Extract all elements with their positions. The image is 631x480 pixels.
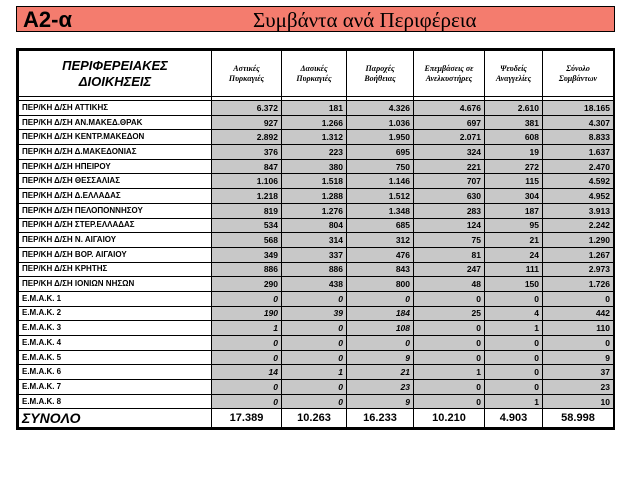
cell-value: 21	[485, 233, 543, 248]
incidents-table	[16, 48, 615, 430]
total-value: 17.389	[212, 409, 282, 428]
cell-value: 886	[282, 262, 347, 277]
region-name: ΠΕΡ/ΚΗ Δ/ΣΗ ΑΤΤΙΚΗΣ	[19, 101, 212, 116]
cell-value: 695	[347, 145, 414, 160]
region-name: ΠΕΡ/ΚΗ Δ/ΣΗ ΠΕΛΟΠΟΝΝΗΣΟΥ	[19, 203, 212, 218]
cell-value: 4.952	[543, 189, 614, 204]
table-row	[19, 350, 614, 365]
cell-value: 0	[282, 321, 347, 336]
table-row	[19, 291, 614, 306]
cell-value: 2.973	[543, 262, 614, 277]
cell-value: 181	[282, 101, 347, 116]
total-value: 58.998	[543, 409, 614, 428]
cell-value: 312	[347, 233, 414, 248]
cell-value: 0	[414, 336, 485, 351]
cell-value: 0	[282, 336, 347, 351]
table-row	[19, 247, 614, 262]
cell-value: 2.892	[212, 130, 282, 145]
cell-value: 4.592	[543, 174, 614, 189]
cell-value: 0	[414, 291, 485, 306]
cell-value: 0	[212, 336, 282, 351]
table-row	[19, 380, 614, 395]
total-row	[19, 409, 614, 428]
cell-value: 110	[543, 321, 614, 336]
cell-value: 0	[485, 336, 543, 351]
region-name: ΠΕΡ/ΚΗ Δ/ΣΗ Ν. ΑΙΓΑΙΟΥ	[19, 233, 212, 248]
cell-value: 1.218	[212, 189, 282, 204]
cell-value: 0	[485, 350, 543, 365]
cell-value: 221	[414, 159, 485, 174]
cell-value: 0	[212, 380, 282, 395]
cell-value: 9	[543, 350, 614, 365]
cell-value: 75	[414, 233, 485, 248]
cell-value: 0	[282, 291, 347, 306]
cell-value: 1.518	[282, 174, 347, 189]
cell-value: 438	[282, 277, 347, 292]
cell-value: 0	[414, 380, 485, 395]
cell-value: 376	[212, 145, 282, 160]
column-header-false-alarms: Ψευδείς Αναγγελίες	[485, 51, 543, 97]
cell-value: 0	[347, 291, 414, 306]
table-body	[19, 97, 614, 428]
cell-value: 0	[347, 336, 414, 351]
cell-value: 4	[485, 306, 543, 321]
cell-value: 0	[282, 394, 347, 409]
cell-value: 927	[212, 115, 282, 130]
cell-value: 1.036	[347, 115, 414, 130]
column-header-forest-fires: Δασικές Πυρκαγιές	[282, 51, 347, 97]
cell-value: 18.165	[543, 101, 614, 116]
region-name: ΠΕΡ/ΚΗ Δ/ΣΗ ΚΡΗΤΗΣ	[19, 262, 212, 277]
cell-value: 111	[485, 262, 543, 277]
total-value: 16.233	[347, 409, 414, 428]
table-row	[19, 115, 614, 130]
cell-value: 0	[212, 291, 282, 306]
cell-value: 324	[414, 145, 485, 160]
cell-value: 1.267	[543, 247, 614, 262]
table-row	[19, 306, 614, 321]
region-name: Ε.Μ.Α.Κ. 5	[19, 350, 212, 365]
cell-value: 150	[485, 277, 543, 292]
cell-value: 381	[485, 115, 543, 130]
column-header-elevators: Επεμβάσεις σε Ανελκυστήρες	[414, 51, 485, 97]
region-name: Ε.Μ.Α.Κ. 1	[19, 291, 212, 306]
header-banner	[16, 6, 615, 32]
cell-value: 4.676	[414, 101, 485, 116]
column-header-urban-fires: Αστικές Πυρκαγιές	[212, 51, 282, 97]
cell-value: 184	[347, 306, 414, 321]
cell-value: 804	[282, 218, 347, 233]
cell-value: 0	[543, 291, 614, 306]
cell-value: 3.913	[543, 203, 614, 218]
cell-value: 0	[414, 350, 485, 365]
cell-value: 380	[282, 159, 347, 174]
cell-value: 10	[543, 394, 614, 409]
cell-value: 190	[212, 306, 282, 321]
region-name: ΠΕΡ/ΚΗ Δ/ΣΗ ΘΕΣΣΑΛΙΑΣ	[19, 174, 212, 189]
cell-value: 37	[543, 365, 614, 380]
cell-value: 283	[414, 203, 485, 218]
cell-value: 0	[212, 394, 282, 409]
cell-value: 272	[485, 159, 543, 174]
cell-value: 19	[485, 145, 543, 160]
cell-value: 4.307	[543, 115, 614, 130]
cell-value: 886	[212, 262, 282, 277]
cell-value: 23	[543, 380, 614, 395]
cell-value: 14	[212, 365, 282, 380]
cell-value: 25	[414, 306, 485, 321]
cell-value: 247	[414, 262, 485, 277]
table-row	[19, 277, 614, 292]
cell-value: 1.312	[282, 130, 347, 145]
cell-value: 0	[543, 336, 614, 351]
cell-value: 4.326	[347, 101, 414, 116]
cell-value: 0	[282, 350, 347, 365]
cell-value: 843	[347, 262, 414, 277]
table-row	[19, 174, 614, 189]
cell-value: 0	[414, 321, 485, 336]
cell-value: 0	[414, 394, 485, 409]
region-name: Ε.Μ.Α.Κ. 6	[19, 365, 212, 380]
cell-value: 1.512	[347, 189, 414, 204]
cell-value: 0	[485, 365, 543, 380]
cell-value: 1	[282, 365, 347, 380]
cell-value: 2.610	[485, 101, 543, 116]
region-name: ΠΕΡ/ΚΗ Δ/ΣΗ ΣΤΕΡ.ΕΛΛΑΔΑΣ	[19, 218, 212, 233]
cell-value: 1.276	[282, 203, 347, 218]
cell-value: 750	[347, 159, 414, 174]
table-header-row	[19, 51, 614, 97]
table-row	[19, 203, 614, 218]
cell-value: 800	[347, 277, 414, 292]
cell-value: 1.266	[282, 115, 347, 130]
table-row	[19, 130, 614, 145]
table-row	[19, 218, 614, 233]
cell-value: 1.288	[282, 189, 347, 204]
cell-value: 9	[347, 350, 414, 365]
region-name: Ε.Μ.Α.Κ. 3	[19, 321, 212, 336]
region-name: ΠΕΡ/ΚΗ Δ/ΣΗ ΑΝ.ΜΑΚΕΔ.ΘΡΑΚ	[19, 115, 212, 130]
cell-value: 1	[212, 321, 282, 336]
table-row	[19, 336, 614, 351]
cell-value: 314	[282, 233, 347, 248]
cell-value: 24	[485, 247, 543, 262]
page-title: Συμβάντα ανά Περιφέρεια	[253, 8, 477, 32]
cell-value: 21	[347, 365, 414, 380]
cell-value: 697	[414, 115, 485, 130]
cell-value: 81	[414, 247, 485, 262]
total-value: 10.210	[414, 409, 485, 428]
column-header-assistance: Παροχές Βοήθειας	[347, 51, 414, 97]
cell-value: 2.071	[414, 130, 485, 145]
cell-value: 8.833	[543, 130, 614, 145]
cell-value: 0	[485, 291, 543, 306]
table-code: Α2-α	[23, 7, 72, 32]
cell-value: 337	[282, 247, 347, 262]
cell-value: 534	[212, 218, 282, 233]
cell-value: 1.637	[543, 145, 614, 160]
table-row	[19, 145, 614, 160]
table-row	[19, 262, 614, 277]
table-row	[19, 233, 614, 248]
cell-value: 707	[414, 174, 485, 189]
cell-value: 2.470	[543, 159, 614, 174]
cell-value: 1.146	[347, 174, 414, 189]
region-name: Ε.Μ.Α.Κ. 8	[19, 394, 212, 409]
region-name: ΠΕΡ/ΚΗ Δ/ΣΗ Δ.ΕΛΛΑΔΑΣ	[19, 189, 212, 204]
cell-value: 685	[347, 218, 414, 233]
cell-value: 442	[543, 306, 614, 321]
cell-value: 290	[212, 277, 282, 292]
cell-value: 568	[212, 233, 282, 248]
cell-value: 2.242	[543, 218, 614, 233]
cell-value: 476	[347, 247, 414, 262]
cell-value: 0	[282, 380, 347, 395]
table-row	[19, 159, 614, 174]
cell-value: 115	[485, 174, 543, 189]
cell-value: 223	[282, 145, 347, 160]
cell-value: 0	[485, 380, 543, 395]
cell-value: 630	[414, 189, 485, 204]
cell-value: 6.372	[212, 101, 282, 116]
table-row	[19, 394, 614, 409]
table-row	[19, 365, 614, 380]
cell-value: 1.726	[543, 277, 614, 292]
cell-value: 0	[212, 350, 282, 365]
region-column-header	[19, 51, 212, 97]
column-header-total: Σύνολο Συμβάντων	[543, 51, 614, 97]
region-header-line1: ΠΕΡΙΦΕΡΕΙΑΚΕΣ	[62, 57, 168, 73]
cell-value: 1	[485, 394, 543, 409]
region-name: Ε.Μ.Α.Κ. 7	[19, 380, 212, 395]
total-value: 10.263	[282, 409, 347, 428]
cell-value: 349	[212, 247, 282, 262]
cell-value: 608	[485, 130, 543, 145]
table-row	[19, 189, 614, 204]
cell-value: 124	[414, 218, 485, 233]
cell-value: 48	[414, 277, 485, 292]
region-name: ΠΕΡ/ΚΗ Δ/ΣΗ ΙΟΝΙΩΝ ΝΗΣΩΝ	[19, 277, 212, 292]
cell-value: 39	[282, 306, 347, 321]
cell-value: 1.290	[543, 233, 614, 248]
cell-value: 1.348	[347, 203, 414, 218]
region-name: ΠΕΡ/ΚΗ Δ/ΣΗ ΚΕΝΤΡ.ΜΑΚΕΔΟΝ	[19, 130, 212, 145]
region-name: ΠΕΡ/ΚΗ Δ/ΣΗ Δ.ΜΑΚΕΔΟΝΙΑΣ	[19, 145, 212, 160]
cell-value: 1.106	[212, 174, 282, 189]
total-label: ΣΥΝΟΛΟ	[19, 409, 212, 428]
cell-value: 187	[485, 203, 543, 218]
cell-value: 108	[347, 321, 414, 336]
total-value: 4.903	[485, 409, 543, 428]
region-name: Ε.Μ.Α.Κ. 4	[19, 336, 212, 351]
cell-value: 1.950	[347, 130, 414, 145]
table-row	[19, 101, 614, 116]
cell-value: 9	[347, 394, 414, 409]
cell-value: 1	[485, 321, 543, 336]
region-name: ΠΕΡ/ΚΗ Δ/ΣΗ ΗΠΕΙΡΟΥ	[19, 159, 212, 174]
cell-value: 819	[212, 203, 282, 218]
cell-value: 304	[485, 189, 543, 204]
cell-value: 23	[347, 380, 414, 395]
table-row	[19, 321, 614, 336]
region-name: ΠΕΡ/ΚΗ Δ/ΣΗ ΒΟΡ. ΑΙΓΑΙΟΥ	[19, 247, 212, 262]
region-header-line2: ΔΙΟΙΚΗΣΕΙΣ	[78, 73, 152, 89]
cell-value: 847	[212, 159, 282, 174]
region-name: Ε.Μ.Α.Κ. 2	[19, 306, 212, 321]
cell-value: 95	[485, 218, 543, 233]
cell-value: 1	[414, 365, 485, 380]
